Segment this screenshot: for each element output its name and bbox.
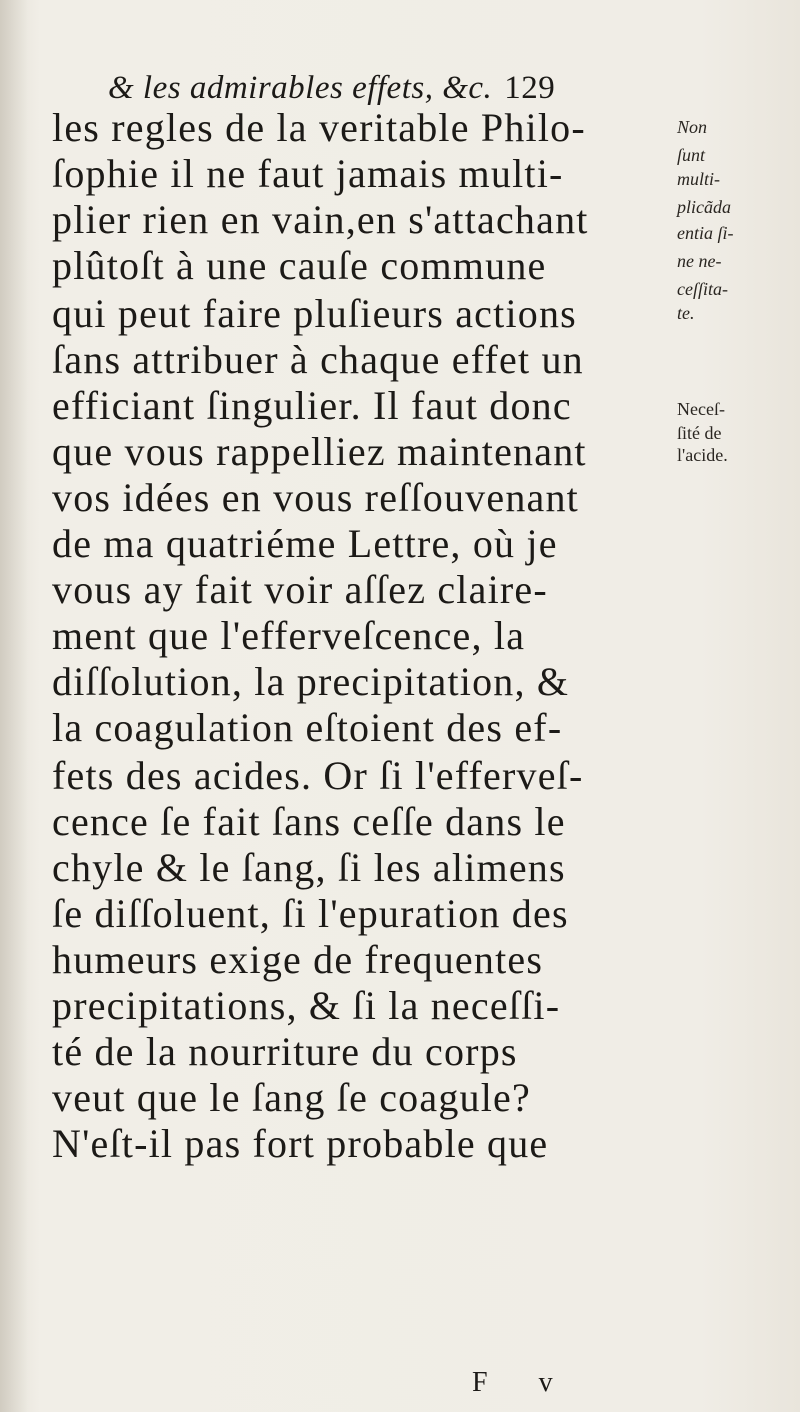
body-line: precipitations, & ſi la neceſſi- — [52, 983, 561, 1028]
margin-note: ſité de — [677, 423, 722, 443]
signature-mark: F v — [472, 1367, 575, 1398]
body-line: veut que le ſang ſe coagule? — [52, 1075, 531, 1120]
body-line: de ma quatriéme Lettre, où je — [52, 521, 558, 566]
body-line: ſe diſſoluent, ſi l'epuration des — [52, 891, 569, 936]
body-line: té de la nourriture du corps — [52, 1029, 518, 1074]
body-line: efficiant ſingulier. Il faut donc — [52, 383, 572, 428]
margin-note: ſunt — [677, 145, 706, 165]
body-line: ment que l'efferveſcence, la — [52, 613, 526, 658]
body-line: ſophie il ne faut jamais multi- — [52, 151, 564, 196]
margin-note: l'acide. — [677, 445, 728, 465]
running-title: & les admirables effets, &c. — [108, 70, 493, 106]
body-line: vous ay fait voir aſſez claire- — [52, 567, 548, 612]
margin-note: plicãda — [677, 197, 731, 217]
body-line: vos idées en vous reſſouvenant — [52, 475, 579, 520]
margin-note: multi- — [677, 169, 720, 189]
margin-note: te. — [677, 303, 695, 323]
body-line: que vous rappelliez maintenant — [52, 429, 587, 474]
body-line: fets des acides. Or ſi l'efferveſ- — [52, 753, 584, 798]
body-line: la coagulation eſtoient des ef- — [52, 705, 563, 750]
body-line: plier rien en vain,en s'attachant — [52, 197, 589, 242]
body-line: chyle & le ſang, ſi les alimens — [52, 845, 566, 890]
body-line: ſans attribuer à chaque effet un — [52, 337, 584, 382]
margin-note: Neceſ- — [677, 399, 725, 419]
margin-note: ceſſita- — [677, 279, 728, 299]
margin-note: Non — [677, 117, 708, 137]
margin-note: ne ne- — [677, 251, 722, 271]
page-number: 129 — [504, 70, 556, 106]
body-line: les regles de la veritable Philo- — [52, 105, 586, 150]
gutter-shadow — [0, 0, 28, 1412]
body-line: diſſolution, la precipitation, & — [52, 659, 570, 704]
body-line: N'eſt-il pas fort probable que — [52, 1121, 549, 1166]
body-line: humeurs exige de frequentes — [52, 937, 544, 982]
body-line: plûtoſt à une cauſe commune — [52, 243, 547, 288]
running-head — [108, 70, 555, 107]
margin-note: entia ſi- — [677, 223, 734, 243]
body-line: qui peut faire pluſieurs actions — [52, 291, 577, 336]
body-line: cence ſe fait ſans ceſſe dans le — [52, 799, 566, 844]
